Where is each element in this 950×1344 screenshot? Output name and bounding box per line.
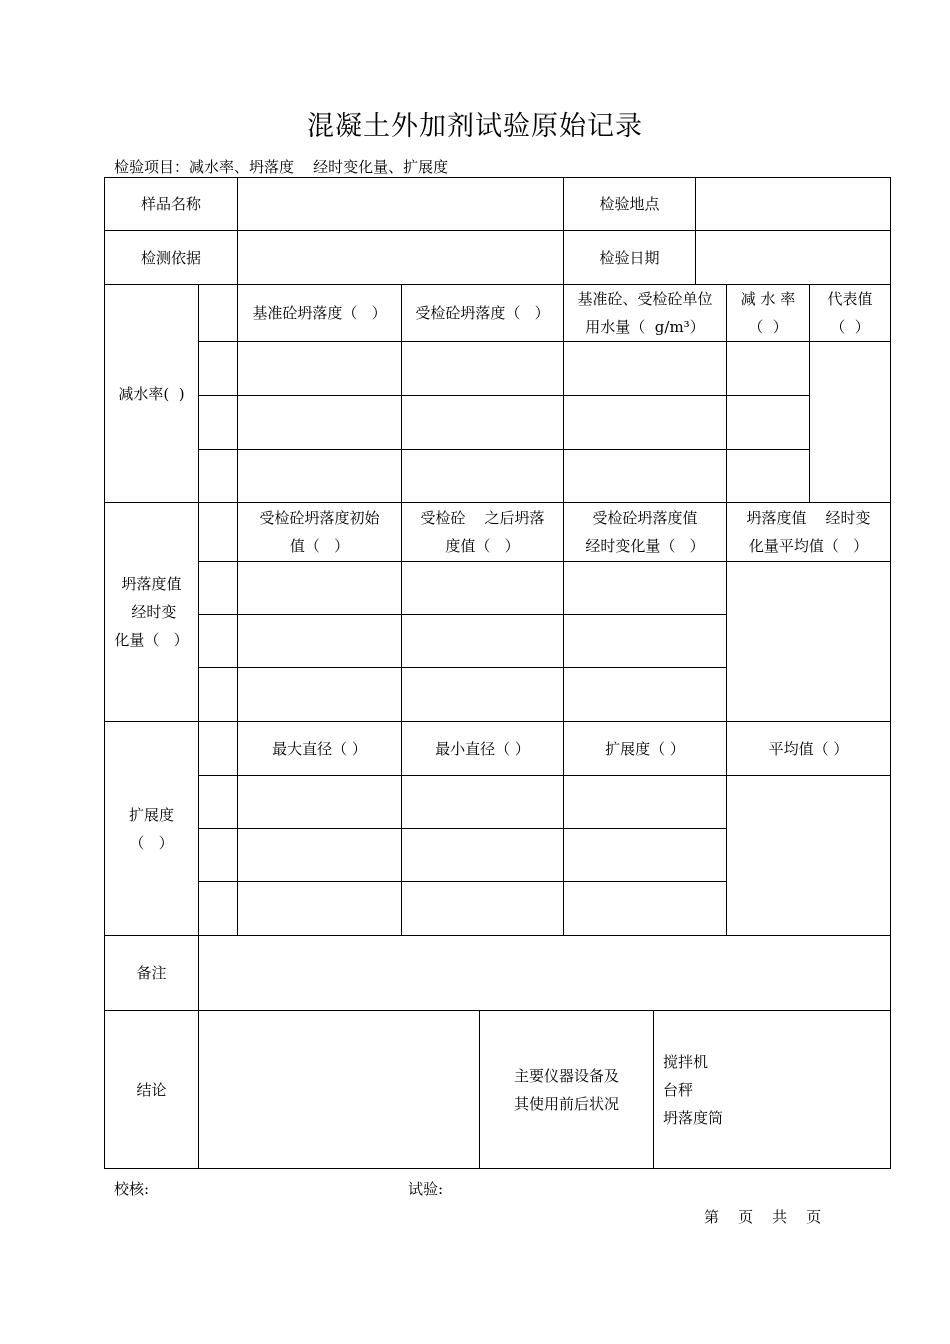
equipment-label: 主要仪器设备及 其使用前后状况 bbox=[513, 1066, 619, 1113]
test-date-label: 检验日期 bbox=[599, 248, 660, 267]
sample-name-label: 样品名称 bbox=[140, 195, 201, 213]
test-basis-value[interactable] bbox=[238, 231, 563, 284]
test-date-value[interactable] bbox=[696, 231, 890, 284]
col-slump-change-average: 坍落度值 经时变 化量平均值（ ） bbox=[746, 509, 871, 555]
page-number: 第 页 共 页 bbox=[704, 1208, 822, 1226]
test-location-value[interactable] bbox=[696, 178, 890, 230]
col-min-diameter: 最小直径（ ） bbox=[435, 739, 530, 758]
page-title: 混凝土外加剂试验原始记录 bbox=[307, 111, 643, 142]
col-spread-average: 平均值（ ） bbox=[768, 739, 849, 758]
col-unit-water: 基准砼、受检砼单位 用水量（ g/m³） bbox=[577, 290, 713, 336]
conclusion-field[interactable] bbox=[199, 1011, 479, 1168]
remarks-field[interactable] bbox=[199, 936, 890, 1010]
remarks-label: 备注 bbox=[136, 964, 167, 982]
col-slump-after: 受检砼 之后坍落 度值（ ） bbox=[420, 509, 545, 555]
col-representative-value: 代表值 （ ） bbox=[827, 290, 873, 336]
col-reduction-rate: 减 水 率 （ ） bbox=[740, 290, 796, 336]
col-reference-slump: 基准砼坍落度（ ） bbox=[252, 304, 387, 322]
col-test-slump: 受检砼坍落度（ ） bbox=[415, 304, 550, 322]
test-basis-label: 检测依据 bbox=[140, 248, 201, 267]
slump-change-section-label: 坍落度值 经时变 化量（ ） bbox=[114, 575, 189, 649]
equipment-list: 搅拌机 台秤 坍落度筒 bbox=[663, 1052, 724, 1127]
col-initial-slump: 受检砼坍落度初始 值（ ） bbox=[259, 509, 380, 555]
sample-name-value[interactable] bbox=[238, 178, 563, 230]
col-slump-change: 受检砼坍落度值 经时变化量（ ） bbox=[585, 509, 705, 555]
conclusion-label: 结论 bbox=[136, 1080, 167, 1099]
spread-section-label: 扩展度 （ ） bbox=[128, 805, 174, 852]
tester-label: 试验: bbox=[408, 1180, 444, 1198]
test-location-label: 检验地点 bbox=[599, 195, 660, 213]
test-items-line: 检验项目：减水率、坍落度 经时变化量、扩展度 bbox=[114, 158, 449, 176]
water-reduction-section-label: 减水率( ) bbox=[118, 384, 185, 403]
checker-label: 校核: bbox=[114, 1180, 150, 1198]
col-spread: 扩展度（ ） bbox=[605, 739, 685, 758]
col-max-diameter: 最大直径（ ） bbox=[272, 739, 367, 758]
